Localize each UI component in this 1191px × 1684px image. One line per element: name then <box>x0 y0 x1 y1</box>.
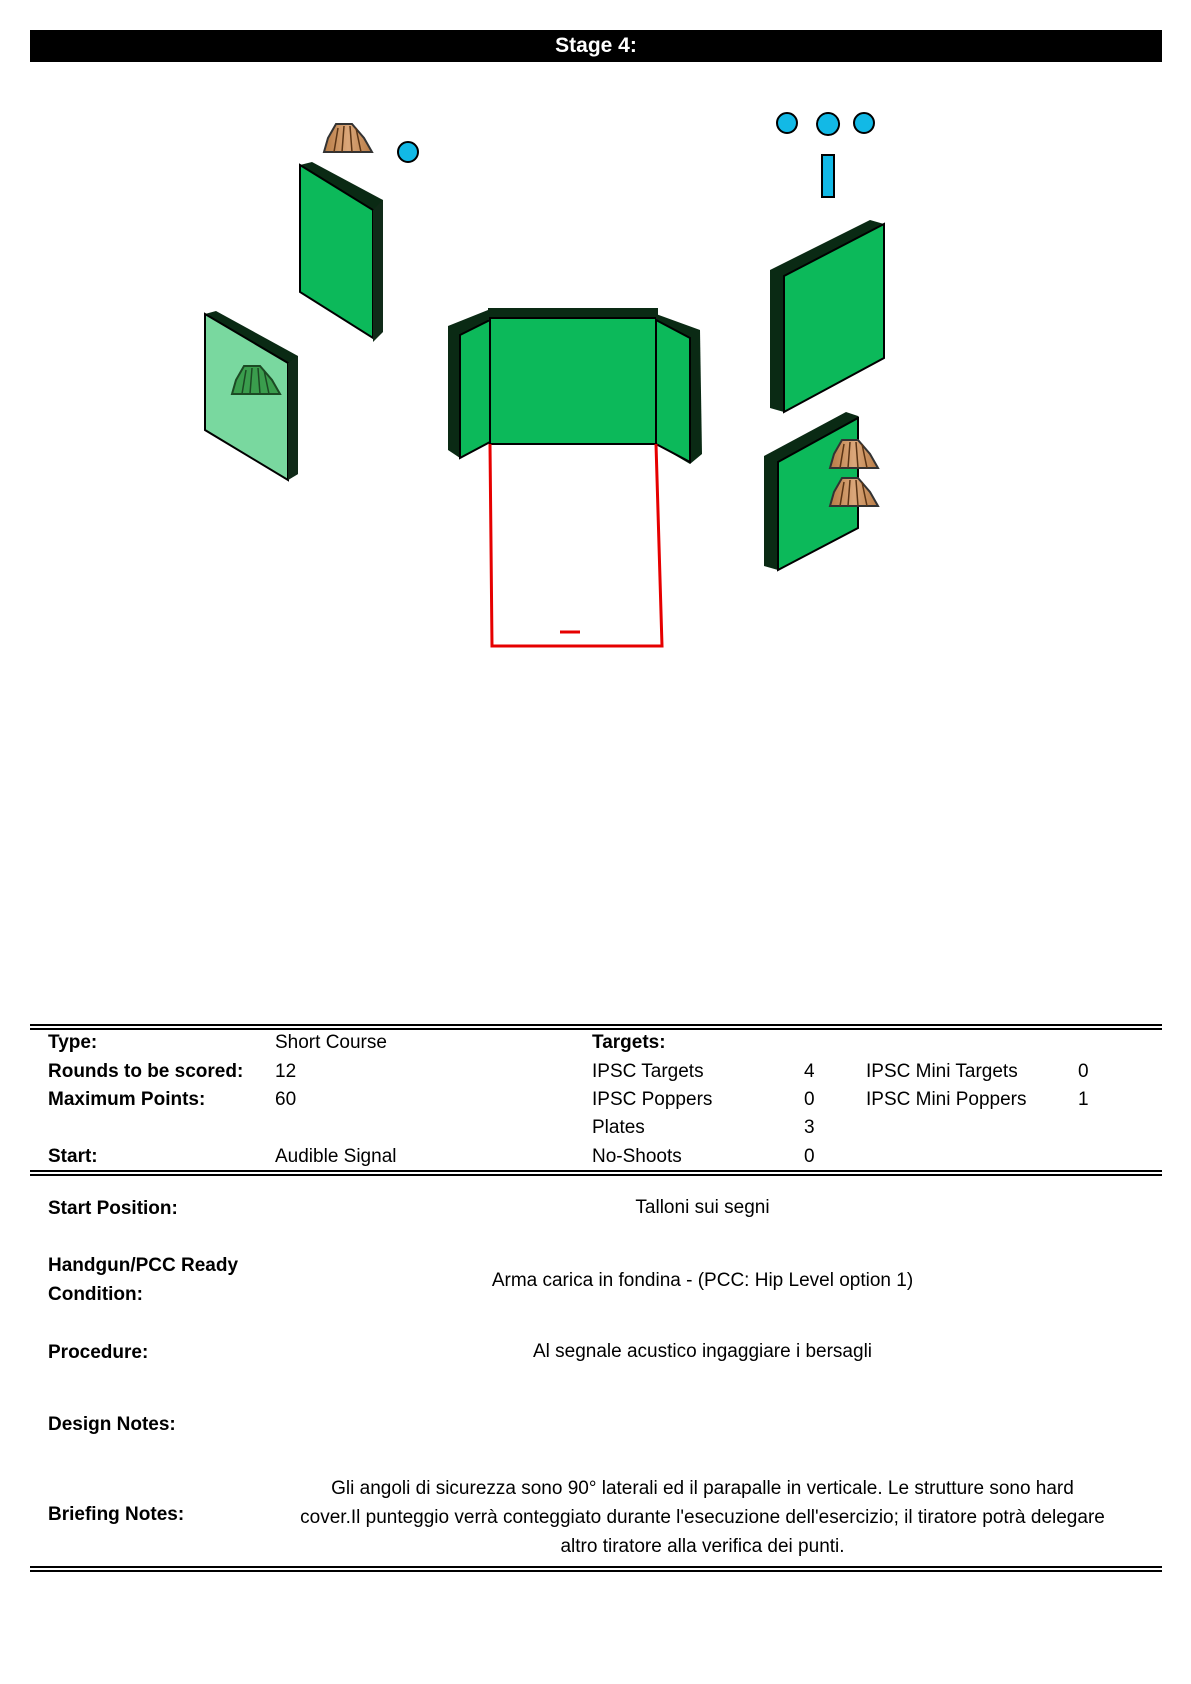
procedure-value: Al segnale acustico ingaggiare i bersagli <box>532 1341 873 1362</box>
start-position-value: Talloni sui segni <box>635 1197 770 1218</box>
target-row-count: 4 <box>804 1061 815 1082</box>
wall-panel-upper-left <box>300 162 383 342</box>
targets-label: Targets: <box>592 1032 666 1053</box>
procedure-label: Procedure: <box>48 1342 149 1363</box>
briefing-notes-label: Briefing Notes: <box>48 1504 185 1525</box>
rounds-value: 12 <box>275 1061 297 1082</box>
steel-plate-icon <box>854 113 874 133</box>
type-label: Type: <box>48 1032 98 1053</box>
target-row-label: No-Shoots <box>592 1146 682 1167</box>
summary-top-rule <box>30 1024 1162 1030</box>
ready-condition-value: Arma carica in fondina - (PCC: Hip Level option 1) <box>491 1270 914 1291</box>
wall-panel-upper-right <box>770 220 884 412</box>
target-row-label: Plates <box>592 1117 645 1138</box>
design-notes-label: Design Notes: <box>48 1414 176 1435</box>
start-position-label: Start Position: <box>48 1198 178 1219</box>
briefing-notes-value: Gli angoli di sicurezza sono 90° laterali ed il parapalle in verticale. Le strutture sono hard cover.Il punteggio verrà conteggiato durante l'esecuzione dell'esercizio; il tiratore potrà delegare altro tiratore alla verifica dei punti. <box>300 1478 1105 1557</box>
target-row-label: IPSC Targets <box>592 1061 704 1082</box>
ready-condition-label-line2: Condition: <box>48 1284 143 1305</box>
details-bottom-rule <box>30 1566 1162 1572</box>
mini-target-row-count: 1 <box>1078 1089 1089 1110</box>
ready-condition-label-line1: Handgun/PCC Ready <box>48 1255 239 1276</box>
target-row-label: IPSC Poppers <box>592 1089 713 1110</box>
wall-panel-left <box>205 311 298 480</box>
stage-diagram <box>0 70 1191 750</box>
barricade-right-wing <box>656 314 702 464</box>
max-points-value: 60 <box>275 1089 297 1110</box>
start-label: Start: <box>48 1146 98 1167</box>
start-value: Audible Signal <box>275 1146 397 1167</box>
summary-bottom-rule <box>30 1170 1162 1176</box>
ipsc-target-icon <box>324 124 372 152</box>
target-row-count: 3 <box>804 1117 815 1138</box>
max-points-label: Maximum Points: <box>48 1089 206 1110</box>
mini-target-row-label: IPSC Mini Targets <box>866 1061 1018 1082</box>
mini-popper-icon <box>817 113 839 197</box>
shooting-area <box>490 444 662 646</box>
barricade-center-front <box>488 308 658 444</box>
target-row-count: 0 <box>804 1089 815 1110</box>
mini-target-row-label: IPSC Mini Poppers <box>866 1089 1027 1110</box>
type-value: Short Course <box>275 1032 387 1053</box>
stage-title: Stage 4: <box>30 30 1162 62</box>
steel-plate-icon <box>398 142 418 162</box>
mini-target-row-count: 0 <box>1078 1061 1089 1082</box>
target-row-count: 0 <box>804 1146 815 1167</box>
steel-plate-icon <box>777 113 797 133</box>
rounds-label: Rounds to be scored: <box>48 1061 244 1082</box>
barricade-left-wing <box>448 310 490 458</box>
